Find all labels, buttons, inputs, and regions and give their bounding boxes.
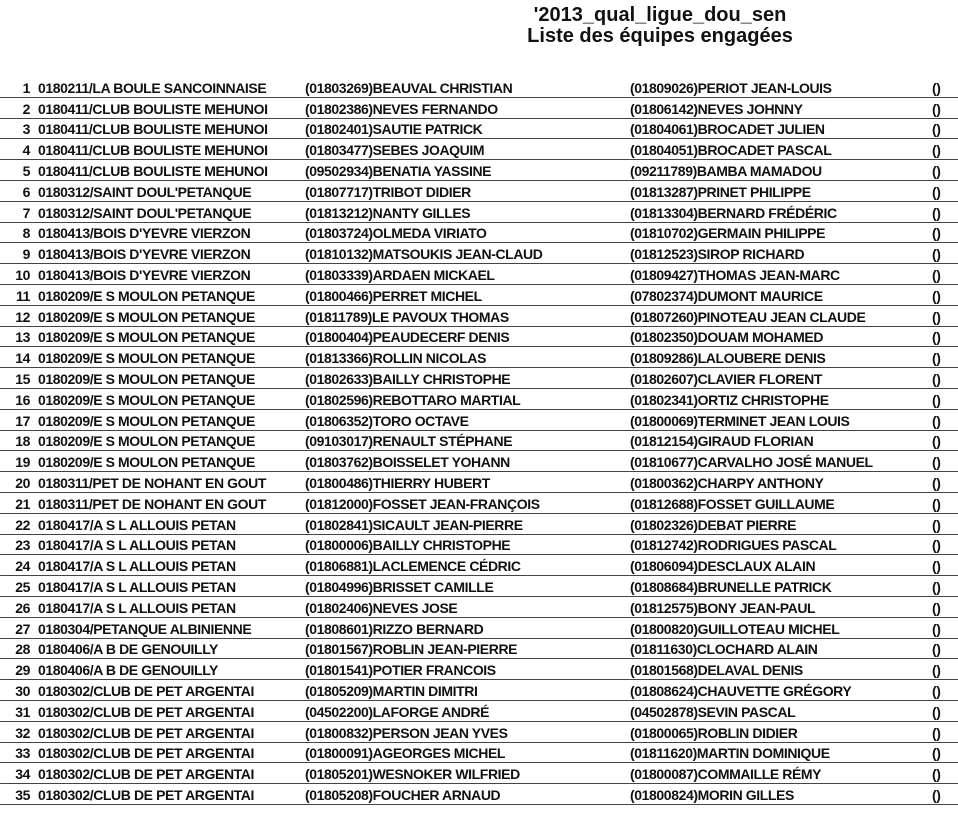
player-2: (01802607)CLAVIER FLORENT <box>630 370 823 387</box>
team-number: 18 <box>15 433 30 450</box>
player-1: (01801541)POTIER FRANCOIS <box>305 662 496 679</box>
player-1: (01800006)BAILLY CHRISTOPHE <box>305 537 511 554</box>
extra-field: () <box>932 391 941 408</box>
club-name: 0180413/BOIS D'YEVRE VIERZON <box>38 266 251 283</box>
player-1: (01803269)BEAUVAL CHRISTIAN <box>305 79 513 96</box>
club-name: 0180411/CLUB BOULISTE MEHUNOI <box>38 121 268 138</box>
table-row <box>0 326 958 348</box>
club-name: 0180209/E S MOULON PETANQUE <box>38 412 255 429</box>
club-name: 0180417/A S L ALLOUIS PETAN <box>38 537 236 554</box>
club-name: 0180417/A S L ALLOUIS PETAN <box>38 516 236 533</box>
club-name: 0180211/LA BOULE SANCOINNAISE <box>38 79 267 96</box>
table-row <box>0 492 958 514</box>
club-name: 0180302/CLUB DE PET ARGENTAI <box>38 766 254 783</box>
extra-field: () <box>932 370 941 387</box>
extra-field: () <box>932 641 941 658</box>
team-number: 34 <box>15 766 30 783</box>
table-row <box>0 367 958 389</box>
team-number: 25 <box>15 578 30 595</box>
extra-field: () <box>932 100 941 117</box>
team-number: 11 <box>16 287 30 304</box>
player-1: (01803339)ARDAEN MICKAEL <box>305 266 495 283</box>
table-row <box>0 721 958 743</box>
extra-field: () <box>932 142 941 159</box>
player-2: (01810677)CARVALHO JOSÉ MANUEL <box>630 454 873 471</box>
club-name: 0180417/A S L ALLOUIS PETAN <box>38 558 236 575</box>
extra-field: () <box>932 724 941 741</box>
club-name: 0180411/CLUB BOULISTE MEHUNOI <box>38 142 268 159</box>
table-row <box>0 596 958 618</box>
extra-field: () <box>932 454 941 471</box>
table-row <box>0 76 958 98</box>
player-1: (01806881)LACLEMENCE CÉDRIC <box>305 558 521 575</box>
player-2: (01806094)DESCLAUX ALAIN <box>630 558 816 575</box>
extra-field: () <box>932 246 941 263</box>
team-number: 2 <box>22 100 30 117</box>
club-name: 0180411/CLUB BOULISTE MEHUNOI <box>38 100 268 117</box>
club-name: 0180411/CLUB BOULISTE MEHUNOI <box>38 162 268 179</box>
player-1: (01800832)PERSON JEAN YVES <box>305 724 508 741</box>
table-row <box>0 346 958 368</box>
player-1: (01807717)TRIBOT DIDIER <box>305 183 471 200</box>
table-row <box>0 409 958 431</box>
table-row <box>0 118 958 140</box>
extra-field: () <box>932 474 941 491</box>
player-2: (01806142)NEVES JOHNNY <box>630 100 803 117</box>
player-2: (01800069)TERMINET JEAN LOUIS <box>630 412 850 429</box>
club-name: 0180209/E S MOULON PETANQUE <box>38 433 255 450</box>
team-number: 32 <box>15 724 30 741</box>
team-number: 22 <box>15 516 30 533</box>
club-name: 0180209/E S MOULON PETANQUE <box>38 308 255 325</box>
extra-field: () <box>932 162 941 179</box>
player-1: (01803477)SEBES JOAQUIM <box>305 142 485 159</box>
club-name: 0180311/PET DE NOHANT EN GOUT <box>38 474 267 491</box>
player-1: (01801567)ROBLIN JEAN-PIERRE <box>305 641 518 658</box>
player-2: (01811630)CLOCHARD ALAIN <box>630 641 818 658</box>
table-row <box>0 138 958 160</box>
club-name: 0180302/CLUB DE PET ARGENTAI <box>38 682 254 699</box>
player-2: (01813287)PRINET PHILIPPE <box>630 183 811 200</box>
table-row <box>0 180 958 202</box>
extra-field: () <box>932 578 941 595</box>
club-name: 0180302/CLUB DE PET ARGENTAI <box>38 703 254 720</box>
player-1: (01802401)SAUTIE PATRICK <box>305 121 483 138</box>
team-number: 12 <box>15 308 30 325</box>
extra-field: () <box>932 786 941 803</box>
club-name: 0180302/CLUB DE PET ARGENTAI <box>38 724 254 741</box>
player-2: (01812575)BONY JEAN-PAUL <box>630 599 816 616</box>
player-1: (04502200)LAFORGE ANDRÉ <box>305 703 490 720</box>
player-2: (01808624)CHAUVETTE GRÉGORY <box>630 682 852 699</box>
extra-field: () <box>932 412 941 429</box>
player-1: (01802406)NEVES JOSE <box>305 599 458 616</box>
club-name: 0180417/A S L ALLOUIS PETAN <box>38 599 236 616</box>
club-name: 0180209/E S MOULON PETANQUE <box>38 350 255 367</box>
extra-field: () <box>932 537 941 554</box>
player-2: (01800824)MORIN GILLES <box>630 786 794 803</box>
club-name: 0180413/BOIS D'YEVRE VIERZON <box>38 225 251 242</box>
extra-field: () <box>932 350 941 367</box>
player-1: (01802633)BAILLY CHRISTOPHE <box>305 370 511 387</box>
table-row <box>0 700 958 722</box>
table-row <box>0 388 958 410</box>
extra-field: () <box>932 599 941 616</box>
player-2: (01813304)BERNARD FRÉDÉRIC <box>630 204 837 221</box>
club-name: 0180417/A S L ALLOUIS PETAN <box>38 578 236 595</box>
team-number: 15 <box>15 370 30 387</box>
club-name: 0180304/PETANQUE ALBINIENNE <box>38 620 252 637</box>
table-row <box>0 222 958 244</box>
team-number: 19 <box>15 454 30 471</box>
club-name: 0180406/A B DE GENOUILLY <box>38 662 218 679</box>
team-number: 24 <box>15 558 30 575</box>
player-2: (07802374)DUMONT MAURICE <box>630 287 823 304</box>
extra-field: () <box>932 287 941 304</box>
table-row <box>0 305 958 327</box>
table-row <box>0 471 958 493</box>
table-row <box>0 201 958 223</box>
player-1: (01806352)TORO OCTAVE <box>305 412 469 429</box>
table-row <box>0 450 958 472</box>
table-row <box>0 159 958 181</box>
player-1: (01805208)FOUCHER ARNAUD <box>305 786 501 803</box>
document-subtitle: Liste des équipes engagées <box>527 25 793 47</box>
extra-field: () <box>932 204 941 221</box>
player-1: (01802386)NEVES FERNANDO <box>305 100 498 117</box>
extra-field: () <box>932 703 941 720</box>
team-number: 9 <box>22 246 30 263</box>
player-2: (01801568)DELAVAL DENIS <box>630 662 803 679</box>
extra-field: () <box>932 766 941 783</box>
player-2: (01811620)MARTIN DOMINIQUE <box>630 745 830 762</box>
team-number: 16 <box>15 391 30 408</box>
team-number: 10 <box>15 266 30 283</box>
club-name: 0180209/E S MOULON PETANQUE <box>38 329 255 346</box>
table-row <box>0 430 958 452</box>
player-2: (01800087)COMMAILLE RÉMY <box>630 766 822 783</box>
team-number: 30 <box>15 682 30 699</box>
team-number: 31 <box>15 703 30 720</box>
club-name: 0180209/E S MOULON PETANQUE <box>38 391 255 408</box>
team-number: 35 <box>15 786 30 803</box>
extra-field: () <box>932 745 941 762</box>
player-2: (01802350)DOUAM MOHAMED <box>630 329 824 346</box>
team-number: 17 <box>15 412 30 429</box>
extra-field: () <box>932 266 941 283</box>
player-1: (01805209)MARTIN DIMITRI <box>305 682 478 699</box>
team-number: 1 <box>22 79 30 96</box>
team-number: 28 <box>15 641 30 658</box>
player-2: (01807260)PINOTEAU JEAN CLAUDE <box>630 308 866 325</box>
player-2: (01800362)CHARPY ANTHONY <box>630 474 824 491</box>
team-number: 3 <box>22 121 30 138</box>
team-number: 8 <box>22 225 30 242</box>
team-number: 14 <box>15 350 30 367</box>
player-2: (01800820)GUILLOTEAU MICHEL <box>630 620 840 637</box>
table-row <box>0 284 958 306</box>
extra-field: () <box>932 308 941 325</box>
table-row <box>0 679 958 701</box>
club-name: 0180302/CLUB DE PET ARGENTAI <box>38 745 254 762</box>
extra-field: () <box>932 558 941 575</box>
team-number: 26 <box>15 599 30 616</box>
player-2: (01802341)ORTIZ CHRISTOPHE <box>630 391 829 408</box>
team-number: 20 <box>15 474 30 491</box>
team-number: 6 <box>22 183 30 200</box>
extra-field: () <box>932 329 941 346</box>
player-1: (01812000)FOSSET JEAN-FRANÇOIS <box>305 495 540 512</box>
table-row <box>0 242 958 264</box>
player-1: (01803724)OLMEDA VIRIATO <box>305 225 487 242</box>
table-row <box>0 575 958 597</box>
player-2: (04502878)SEVIN PASCAL <box>630 703 796 720</box>
team-number: 13 <box>15 329 30 346</box>
club-name: 0180209/E S MOULON PETANQUE <box>38 454 255 471</box>
player-1: (01805201)WESNOKER WILFRIED <box>305 766 520 783</box>
player-2: (01812523)SIROP RICHARD <box>630 246 805 263</box>
player-2: (09211789)BAMBA MAMADOU <box>630 162 822 179</box>
team-number: 29 <box>15 662 30 679</box>
table-row <box>0 534 958 556</box>
team-number: 27 <box>15 620 30 637</box>
player-2: (01812742)RODRIGUES PASCAL <box>630 537 837 554</box>
table-row <box>0 742 958 764</box>
player-1: (01813212)NANTY GILLES <box>305 204 471 221</box>
extra-field: () <box>932 662 941 679</box>
table-row <box>0 554 958 576</box>
team-number: 33 <box>15 745 30 762</box>
player-2: (01802326)DEBAT PIERRE <box>630 516 797 533</box>
player-1: (01804996)BRISSET CAMILLE <box>305 578 494 595</box>
player-2: (01810702)GERMAIN PHILIPPE <box>630 225 826 242</box>
club-name: 0180406/A B DE GENOUILLY <box>38 641 218 658</box>
player-1: (01811789)LE PAVOUX THOMAS <box>305 308 509 325</box>
team-number: 21 <box>15 495 30 512</box>
player-2: (01809286)LALOUBERE DENIS <box>630 350 826 367</box>
player-2: (01812688)FOSSET GUILLAUME <box>630 495 835 512</box>
club-name: 0180312/SAINT DOUL'PETANQUE <box>38 183 252 200</box>
extra-field: () <box>932 79 941 96</box>
extra-field: () <box>932 225 941 242</box>
player-2: (01800065)ROBLIN DIDIER <box>630 724 798 741</box>
player-1: (09502934)BENATIA YASSINE <box>305 162 492 179</box>
player-1: (09103017)RENAULT STÉPHANE <box>305 433 513 450</box>
player-1: (01800404)PEAUDECERF DENIS <box>305 329 510 346</box>
extra-field: () <box>932 620 941 637</box>
table-row <box>0 762 958 784</box>
team-number: 5 <box>22 162 30 179</box>
extra-field: () <box>932 183 941 200</box>
player-1: (01802841)SICAULT JEAN-PIERRE <box>305 516 523 533</box>
club-name: 0180413/BOIS D'YEVRE VIERZON <box>38 246 251 263</box>
table-row <box>0 638 958 660</box>
table-row <box>0 783 958 805</box>
club-name: 0180311/PET DE NOHANT EN GOUT <box>38 495 267 512</box>
extra-field: () <box>932 121 941 138</box>
extra-field: () <box>932 516 941 533</box>
player-1: (01800486)THIERRY HUBERT <box>305 474 490 491</box>
player-2: (01804051)BROCADET PASCAL <box>630 142 832 159</box>
player-1: (01800466)PERRET MICHEL <box>305 287 482 304</box>
table-row <box>0 97 958 119</box>
player-2: (01809427)THOMAS JEAN-MARC <box>630 266 840 283</box>
player-1: (01813366)ROLLIN NICOLAS <box>305 350 487 367</box>
table-row <box>0 658 958 680</box>
player-1: (01808601)RIZZO BERNARD <box>305 620 484 637</box>
document-title: '2013_qual_ligue_dou_sen <box>533 4 787 26</box>
table-row <box>0 513 958 535</box>
club-name: 0180312/SAINT DOUL'PETANQUE <box>38 204 252 221</box>
player-2: (01812154)GIRAUD FLORIAN <box>630 433 814 450</box>
table-row <box>0 617 958 639</box>
player-2: (01809026)PERIOT JEAN-LOUIS <box>630 79 832 96</box>
club-name: 0180302/CLUB DE PET ARGENTAI <box>38 786 254 803</box>
table-row <box>0 263 958 285</box>
player-1: (01802596)REBOTTARO MARTIAL <box>305 391 521 408</box>
club-name: 0180209/E S MOULON PETANQUE <box>38 370 255 387</box>
club-name: 0180209/E S MOULON PETANQUE <box>38 287 255 304</box>
team-number: 4 <box>22 142 30 159</box>
player-1: (01803762)BOISSELET YOHANN <box>305 454 510 471</box>
extra-field: () <box>932 433 941 450</box>
player-1: (01810132)MATSOUKIS JEAN-CLAUD <box>305 246 543 263</box>
extra-field: () <box>932 682 941 699</box>
extra-field: () <box>932 495 941 512</box>
team-number: 7 <box>22 204 30 221</box>
player-2: (01804061)BROCADET JULIEN <box>630 121 825 138</box>
player-2: (01808684)BRUNELLE PATRICK <box>630 578 832 595</box>
team-number: 23 <box>15 537 30 554</box>
player-1: (01800091)AGEORGES MICHEL <box>305 745 506 762</box>
